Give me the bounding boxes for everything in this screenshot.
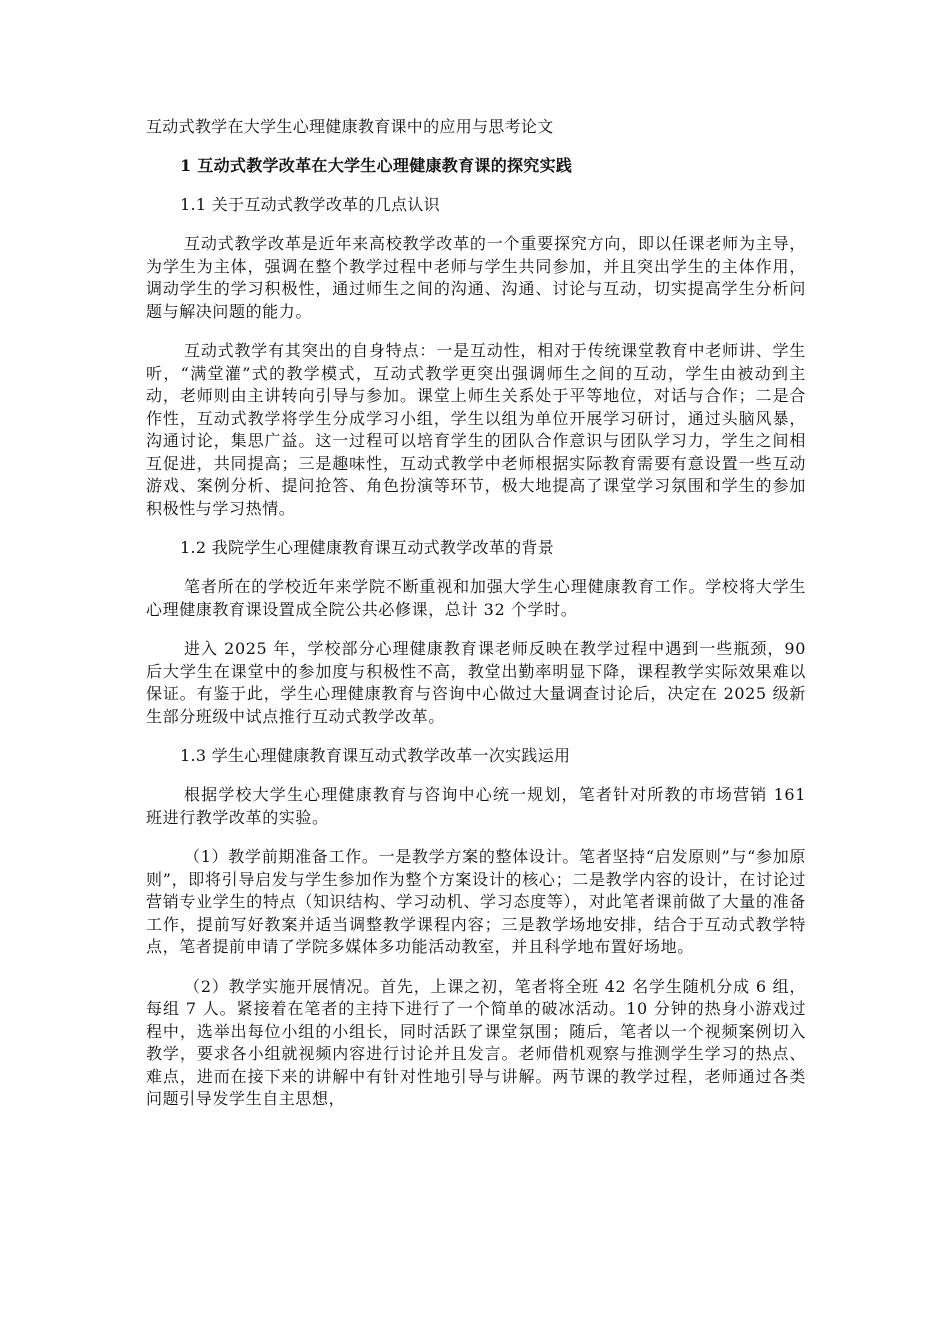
paragraph: （2）教学实施开展情况。首先，上课之初，笔者将全班 42 名学生随机分成 6 组，每组 7 人。紧接着在笔者的主持下进行了一个简单的破冰活动。10 分钟的热身小游戏过程中，选举出每位小组的小组长，同时活跃了课堂氛围；随后，笔者以一个视频案例切入教学，要求各小组就视频内容进行讨论并且发言。老师借机观察与推测学生学习的热点、难点，进而在接下来的讲解中有针对性地引导与讲解。两节课的教学过程，老师通过各类问题引导发学生自主思想， [146,976,806,1108]
paragraph: 互动式教学有其突出的自身特点：一是互动性，相对于传统课堂教育中老师讲、学生听，“满堂灌”式的教学模式，互动式教学更突出强调师生之间的互动，学生由被动到主动，老师则由主讲转向引导与参加。课堂上师生关系处于平等地位，对话与合作；二是合作性，互动式教学将学生分成学习小组，学生以组为单位开展学习研讨，通过头脑风暴，沟通讨论，集思广益。这一过程可以培育学生的团队合作意识与团队学习力，学生之间相互促进，共同提高；三是趣味性，互动式教学中老师根据实际教育需要有意设置一些互动游戏、案例分析、提问抢答、角色扮演等环节，极大地提高了课堂学习氛围和学生的参加积极性与学习热情。 [146,341,806,518]
paragraph: 进入 2025 年，学校部分心理健康教育课老师反映在教学过程中遇到一些瓶颈，90 后大学生在课堂中的参加度与积极性不高，教堂出勤率明显下降，课程教学实际效果难以保证。有鉴于此，学生心理健康教育与咨询中心做过大量调查讨论后，决定在 2025 级新生部分班级中试点推行互动式教学改革。 [146,639,806,726]
paragraph: （1）教学前期准备工作。一是教学方案的整体设计。笔者坚持“启发原则”与“参加原则”，即将引导启发与学生参加作为整个方案设计的核心；二是教学内容的设计，在讨论过营销专业学生的特点（知识结构、学习动机、学习态度等），对此笔者课前做了大量的准备工作，提前写好教案并适当调整教学课程内容；三是教学场地安排，结合于互动式教学特点，笔者提前申请了学院多媒体多功能活动教室，并且科学地布置好场地。 [146,847,806,956]
paragraph: 笔者所在的学校近年来学院不断重视和加强大学生心理健康教育工作。学校将大学生心理健康教育课设置成全院公共必修课，总计 32 个学时。 [146,577,806,619]
document-title: 互动式教学在大学生心理健康教育课中的应用与思考论文 [146,117,554,136]
subsection-heading-1-1: 1.1 关于互动式教学改革的几点认识 [180,195,440,214]
document-page [146,116,806,1128]
section-heading-1: 1 互动式教学改革在大学生心理健康教育课的探究实践 [180,156,573,175]
paragraph: 互动式教学改革是近年来高校教学改革的一个重要探究方向，即以任课老师为主导，为学生为主体，强调在整个教学过程中老师与学生共同参加，并且突出学生的主体作用，调动学生的学习积极性，通过师生之间的沟通、沟通、讨论与互动，切实提高学生分析问题与解决问题的能力。 [146,234,806,321]
subsection-heading-1-3: 1.3 学生心理健康教育课互动式教学改革一次实践运用 [180,746,571,765]
subsection-heading-1-2: 1.2 我院学生心理健康教育课互动式教学改革的背景 [180,538,555,557]
paragraph: 根据学校大学生心理健康教育与咨询中心统一规划，笔者针对所教的市场营销 161 班进行教学改革的实验。 [146,785,806,827]
